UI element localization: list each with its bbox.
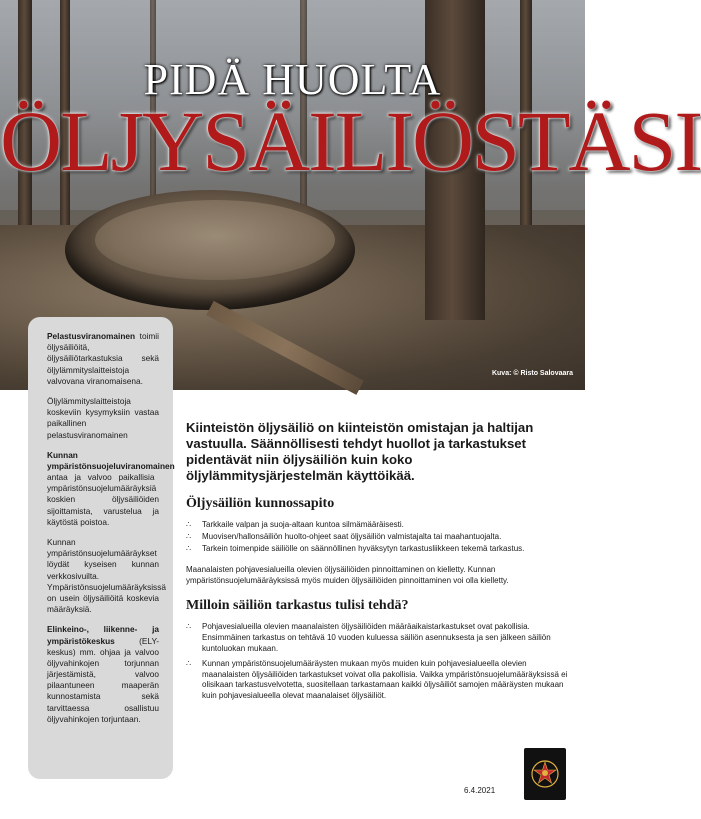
list-item-text: Kunnan ympäristönsuojelumääräysten mukaan myös muiden kuin pohjavesialueella olevien maanalaisten öljysäiliöiden tarkastukset voivat olla pakollisia. Vaikka ympäristönsuojelumääräyksissä ei olisikaan tarkastusvelvotetta, suositellaan tarkastamaan kaikki öljysäiliöt samojen määräysten mukaan kuin pohjavesialueella olevat maanalaiset öljysäiliöt. — [202, 658, 568, 701]
bullet-list — [186, 622, 568, 702]
bullet-list — [186, 520, 568, 554]
list-item — [186, 544, 568, 555]
list-item — [186, 520, 568, 531]
sidebar-paragraph — [47, 331, 159, 387]
list-item-text: Tarkkaile valpan ja suoja-altaan kuntoa silmämääräisesti. — [202, 520, 404, 530]
sidebar-bold: Kunnan ympäristönsuojeluviranomainen — [47, 449, 175, 471]
sidebar-bold: Elinkeino-, liikenne- ja ympäristökeskus — [47, 624, 159, 646]
list-item-text: Muovisen/hallonsäiliön huolto-ohjeet saat öljysäiliön valmistajalta tai maahantuojalta. — [202, 532, 502, 542]
sidebar-text: Kunnan ympäristönsuojelumääräykset löydät kyseisen kunnan verkkosivuilta. Ympäristönsuojelumääräyksissä on usein öljysäiliöitä koskevia määräyksiä. — [47, 537, 166, 615]
section-heading: Milloin säiliön tarkastus tulisi tehdä? — [186, 598, 409, 614]
info-sidebar — [28, 317, 173, 779]
bullet-icon: ∴ — [186, 622, 192, 632]
list-item — [186, 532, 568, 543]
list-item-text: Tarkein toimenpide säiliölle on säännöllinen hyväksytyn tarkastusliikkeen tekemä tarkastus. — [202, 543, 525, 553]
sidebar-bold: Pelastusviranomainen — [47, 331, 136, 341]
body-paragraph: Maanalaisten pohjavesialueilla olevien öljysäiliöiden pinnoittaminen on kielletty. Kunnan ympäristönsuojelumääräyksissä myös muiden öljysäiliöiden pinnoittaminen voi olla kielletty. — [186, 564, 509, 585]
main-content — [186, 420, 568, 712]
sidebar-paragraph — [47, 537, 166, 615]
sidebar-text: antaa ja valvoo paikallisia ympäristönsuojelumääräyksiä koskien öljysäiliöiden sijoittamista, varustelua ja käytöstä poistoa. — [47, 472, 159, 527]
sidebar-text: Öljylämmityslaitteistoja koskeviin kysymyksiin vastaa paikallinen pelastusviranomainen — [47, 395, 159, 440]
list-item — [186, 659, 568, 702]
bullet-icon: ∴ — [186, 543, 192, 553]
star-emblem-icon — [524, 748, 566, 800]
oil-tank-opening — [95, 200, 335, 280]
title-line-2: ÖLJYSÄILIÖSTÄSI — [0, 93, 701, 189]
bullet-icon: ∴ — [186, 658, 192, 668]
publication-date: 6.4.2021 — [464, 786, 496, 795]
lead-paragraph: Kiinteistön öljysäiliö on kiinteistön omistajan ja haltijan vastuulla. Säännöllisesti tehdyt huollot ja tarkastukset pidentävät niin öljysäiliön kuin koko öljylämmitysjärjestelmän käyttöikää. — [186, 420, 534, 484]
section-heading: Öljysäiliön kunnossapito — [186, 496, 335, 512]
sidebar-paragraph — [47, 624, 159, 725]
photo-credit: Kuva: © Risto Salovaara — [491, 370, 573, 377]
bullet-icon: ∴ — [186, 532, 192, 542]
sidebar-text: toimii öljysäiliöitä, öljysäiliötarkastuksia sekä öljylämmityslaitteistoja valvovana viranomaisena. — [47, 331, 159, 386]
title-line-1: PIDÄ HUOLTA — [143, 55, 442, 104]
rescue-services-logo — [524, 748, 566, 800]
sidebar-paragraph — [47, 449, 175, 528]
list-item — [186, 622, 568, 654]
list-item-text: Pohjavesialueilla olevien maanalaisten öljysäiliöiden määräaikaistarkastukset ovat pakollisia. Ensimmäinen tarkastus on tehtävä 10 vuoden kuluessa säiliön asennuksesta ja sen jälkeen säiliön kuntoluokan mukaan. — [202, 622, 551, 653]
sidebar-text: (ELY-keskus) mm. ohjaa ja valvoo öljyvahinkojen torjunnan järjestämistä, valvoo pilaantuneen maaperän kunnostamista sekä tarvittaessa osallistuu öljyvahinkojen torjuntaan. — [47, 635, 159, 724]
bullet-icon: ∴ — [186, 520, 192, 530]
sidebar-paragraph — [47, 396, 159, 441]
